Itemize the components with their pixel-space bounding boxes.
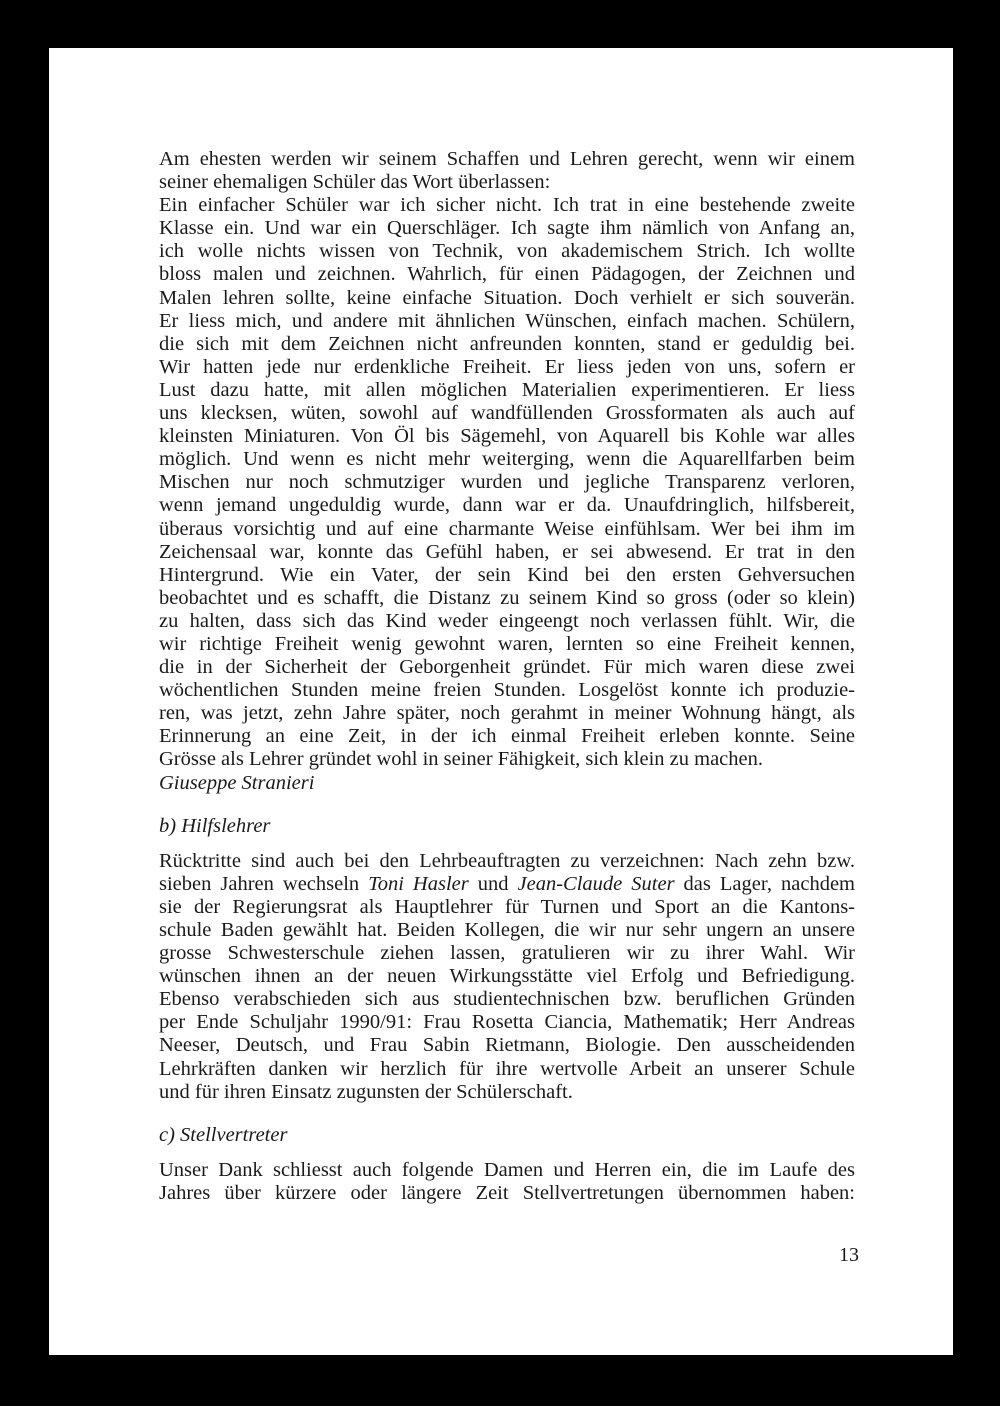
text-line: bloss malen und zeichnen. Wahrlich, für einen Pädagogen, der Zeichnen und (159, 263, 855, 286)
text-line: ren, was jetzt, zehn Jahre später, noch gerahmt in meiner Wohnung hängt, als (159, 702, 855, 725)
text-line: beobachtet und es schafft, die Distanz zu seinem Kind so gross (oder so klein) (159, 586, 855, 609)
text-line (159, 873, 855, 896)
text-line: Rücktritte sind auch bei den Lehrbeauftragten zu verzeichnen: Nach zehn bzw. (159, 849, 855, 872)
text-line: Mischen nur noch schmutziger wurden und jegliche Transparenz verloren, (159, 471, 855, 494)
text-line: wünschen ihnen an der neuen Wirkungsstätte viel Erfolg und Befriedigung. (159, 965, 855, 988)
text-line: überaus vorsichtig und auf eine charmante Weise einfühlsam. Wer bei ihm im (159, 517, 855, 540)
text-line: Unser Dank schliesst auch folgende Damen und Herren ein, die im Laufe des (159, 1158, 855, 1181)
text-line: Wir hatten jede nur erdenkliche Freiheit. Er liess jeden von uns, sofern er (159, 355, 855, 378)
text-line: zu halten, dass sich das Kind weder eingeengt noch verlassen fühlt. Wir, die (159, 609, 855, 632)
text-line: die in der Sicherheit der Geborgenheit gründet. Für mich waren diese zwei (159, 656, 855, 679)
text-line: wenn jemand ungeduldig wurde, dann war er da. Unaufdringlich, hilfsbereit, (159, 494, 855, 517)
text-line: wöchentlichen Stunden meine freien Stunden. Losgelöst konnte ich produzie- (159, 679, 855, 702)
text-line: Hintergrund. Wie ein Vater, der sein Kind bei den ersten Gehversuchen (159, 563, 855, 586)
text-line: Grösse als Lehrer gründet wohl in seiner Fähigkeit, sich klein zu machen. (159, 748, 764, 771)
text-line: ich wolle nichts wissen von Technik, von akademischem Strich. Ich wollte (159, 240, 855, 263)
text-line: und für ihren Einsatz zugunsten der Schülerschaft. (159, 1080, 573, 1103)
section-heading-stellvertreter: c) Stellvertreter (159, 1123, 288, 1146)
text-line: kleinsten Miniaturen. Von Öl bis Sägemehl, von Aquarell bis Kohle war alles (159, 425, 855, 448)
text-line: seiner ehemaligen Schüler das Wort überlassen: (159, 171, 551, 194)
quote-paragraph (159, 148, 855, 795)
text-line: Er liess mich, und andere mit ähnlichen Wünschen, einfach machen. Schülern, (159, 309, 855, 332)
text-line: die sich mit dem Zeichnen nicht anfreunden konnten, stand er geduldig bei. (159, 332, 855, 355)
text-fragment: und (468, 872, 518, 895)
text-line: per Ende Schuljahr 1990/91: Frau Rosetta Ciancia, Mathematik; Herr Andreas (159, 1011, 855, 1034)
page-content (159, 148, 855, 1205)
document-page (49, 48, 953, 1355)
text-line: Ebenso verabschieden sich aus studientechnischen bzw. beruflichen Gründen (159, 988, 855, 1011)
text-line: Erinnerung an eine Zeit, in der ich einmal Freiheit erleben konnte. Seine (159, 725, 855, 748)
text-line: wir richtige Freiheit wenig gewohnt waren, lernten so eine Freiheit kennen, (159, 632, 855, 655)
text-line: Malen lehren sollte, keine einfache Situation. Doch verhielt er sich souverän. (159, 286, 855, 309)
text-line: Klasse ein. Und war ein Querschläger. Ich sagte ihm nämlich von Anfang an, (159, 217, 855, 240)
text-line: sie der Regierungsrat als Hauptlehrer für Turnen und Sport an die Kantons- (159, 895, 855, 918)
text-line: möglich. Und wenn es nicht mehr weiterging, wenn die Aquarellfarben beim (159, 448, 855, 471)
text-line: Jahres über kürzere oder längere Zeit Stellvertretungen übernommen haben: (159, 1181, 855, 1204)
text-line: Am ehesten werden wir seinem Schaffen und Lehren gerecht, wenn wir einem (159, 148, 855, 170)
text-line: grosse Schwesterschule ziehen lassen, gratulieren wir zu ihrer Wahl. Wir (159, 942, 855, 965)
text-line: Zeichensaal war, konnte das Gefühl haben, er sei abwesend. Er trat in den (159, 540, 855, 563)
text-fragment: das Lager, nachdem (674, 872, 856, 895)
section-heading-hilfslehrer: b) Hilfslehrer (159, 814, 271, 837)
text-fragment: sieben Jahren wechseln (159, 872, 369, 895)
text-line: Neeser, Deutsch, und Frau Sabin Rietmann, Biologie. Den ausscheidenden (159, 1034, 855, 1057)
text-line: uns klecksen, wüten, sowohl auf wandfüllenden Grossformaten als auch auf (159, 402, 855, 425)
text-line: Lust dazu hatte, mit allen möglichen Materialien experimentieren. Er liess (159, 378, 855, 401)
quote-signature: Giuseppe Stranieri (159, 771, 315, 794)
page-number: 13 (839, 1244, 859, 1266)
person-name: Toni Hasler (368, 872, 469, 895)
person-name: Jean-Claude Suter (517, 872, 675, 895)
text-line: Ein einfacher Schüler war ich sicher nicht. Ich trat in eine bestehende zweite (159, 194, 855, 217)
stellvertreter-paragraph (159, 1159, 855, 1205)
text-line: Lehrkräften danken wir herzlich für ihre wertvolle Arbeit an unserer Schule (159, 1057, 855, 1080)
hilfslehrer-paragraph (159, 850, 855, 1104)
text-line: schule Baden gewählt hat. Beiden Kollegen, die wir nur sehr ungern an unsere (159, 919, 855, 941)
